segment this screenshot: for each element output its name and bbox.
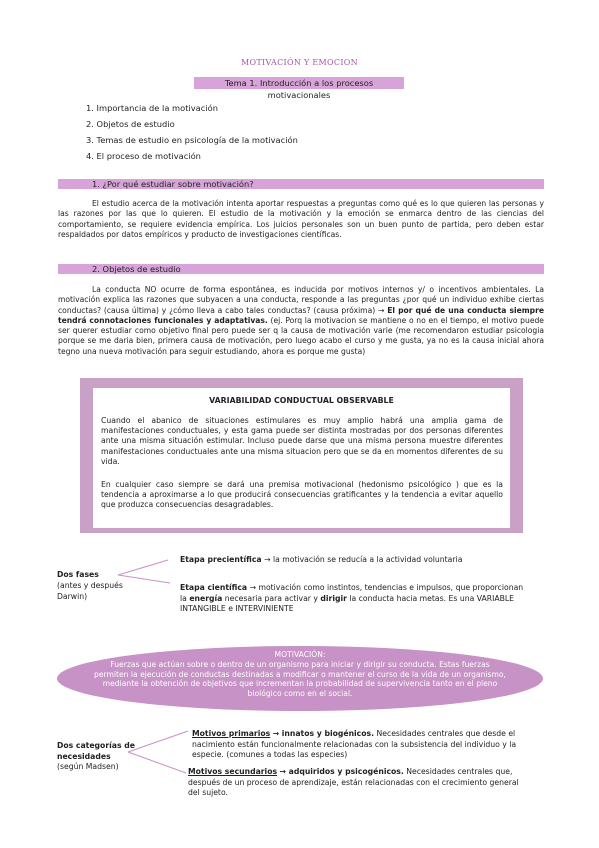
motivacion-text: Fuerzas que actúan sobre o dentro de un organismo para iniciar y dirigir su conducta. Estas fuerzas permiten la ejecución de conductas destinadas a modificar o mantener el curso de la vida de un organismo, mediante la obtención de objetivos que incrementan la probabilidad de supervivencia tanto en el pleno biológico como en el social. xyxy=(94,659,506,699)
section1-heading xyxy=(58,179,544,189)
section2-bold-text: El por qué de una conducta siempre tendrá connotaciones funcionales y adaptativas. xyxy=(58,305,544,325)
stage2-text-c: la conducta hacia metas. Es una VARIABLE INTANGIBLE e INTERVINIENTE xyxy=(180,593,515,613)
section2-heading-text: 2. Objetos de estudio xyxy=(92,264,181,274)
necesidades-note: (según Madsen) xyxy=(57,762,119,771)
table-of-contents xyxy=(86,100,298,164)
variability-box-title: VARIABILIDAD CONDUCTUAL OBSERVABLE xyxy=(209,396,394,405)
primarios-text: Necesidades centrales que desde el nacimiento están funcionalmente relacionadas con la subsistencia del individuo y la especie. (comunes a todas las especies) xyxy=(192,729,517,759)
variability-paragraph-1: Cuando el abanico de situaciones estimulares es muy amplio habrá una amplia gama de manifestaciones conductuales, y esta gama puede ser distinta mostradas por dos personas diferentes ante una misma situación estimular. Incluso puede darse que una misma persona muestre diferentes manifestaciones conductuales ante una misma situacion pero que se da en momentos diferentes de su vida. xyxy=(101,416,503,466)
section2-text-b: (ej. Porq la motivacion se mantiene o no en el tiempo, el motivo puede ser querer estudiar como objetivo final pero puede ser q la causa de motivación varie (me recomendaron estudiar psicologia porque se me daria bien, primera causa de motivación, pero luego acabo el curso y me gusta, ya no es la causa inicial ahora tegno una nueva motivación para seguir estudiando, ahora es porque me gusta) xyxy=(58,315,544,356)
stage1-title: Etapa precientífica xyxy=(180,555,262,564)
toc-item: 2. Objetos de estudio xyxy=(86,119,175,129)
motivos-primarios xyxy=(192,729,522,761)
connector-line-upper xyxy=(118,560,168,575)
primarios-title: Motivos primarios xyxy=(192,729,271,738)
secundarios-text: Necesidades centrales que, después de un proceso de aprendizaje, están relacionadas con el crecimiento general del sujeto. xyxy=(188,767,519,797)
primarios-key: → innatos y biogénicos. xyxy=(272,729,375,738)
document-title: MOTIVACIÓN Y EMOCION xyxy=(241,58,358,67)
toc-item: 4. El proceso de motivación xyxy=(86,151,201,161)
motivacion-definition xyxy=(93,650,507,699)
connector-line-upper xyxy=(128,731,188,752)
stage2-text-b: necesaria para activar y xyxy=(224,593,318,603)
topic-subtitle: Tema 1. Introducción a los procesos motivacionales xyxy=(194,77,404,89)
necesidades-label: Dos categorías de necesidades xyxy=(57,741,135,761)
section1-body xyxy=(58,199,544,240)
stage1-text: → la motivación se reducía a la actividad voluntaria xyxy=(264,555,463,564)
section1-heading-text: 1. ¿Por qué estudiar sobre motivación? xyxy=(92,179,254,189)
section2-text-a: La conducta NO ocurre de forma espontánea, es inducida por motivos internos y/ o incentivos ambientales. La motivación explica las razones que subyacen a una conducta, responde a las preguntas ¿por qué un individuo exhibe ciertas conductas? (causa última) y ¿cómo lleva a cabo tales conductas? (causa próxima) → xyxy=(58,285,544,315)
secundarios-title: Motivos secundarios xyxy=(188,767,278,776)
stage2-energia: energía xyxy=(189,593,223,603)
stage-precientifica xyxy=(180,555,540,566)
stage-cientifica xyxy=(180,583,530,615)
secundarios-key: → adquiridos y psicogénicos. xyxy=(279,767,404,776)
motivos-secundarios xyxy=(188,767,528,799)
fases-label: Dos fases xyxy=(57,570,99,579)
section1-paragraph: El estudio acerca de la motivación intenta aportar respuestas a preguntas como qué es lo que quieren las personas y las razones por las que lo quieren. El estudio de la motivación y la emoción se enmarca dentro de las ciencias del comportamiento, se requiere evidencia empírica. Los juicios personales son un buen punto de partida, pero deben estar respaldados por datos empíricos y producto de investigaciones científicas. xyxy=(58,199,544,239)
motivacion-definition-ellipse xyxy=(57,646,543,711)
section2-paragraph xyxy=(58,285,544,357)
section2-body xyxy=(58,285,544,357)
fases-note: (antes y después Darwin) xyxy=(57,581,123,601)
motivacion-heading: MOTIVACIÓN: xyxy=(274,650,326,659)
stage2-title: Etapa científica xyxy=(180,583,248,592)
toc-item: 3. Temas de estudio en psicología de la motivación xyxy=(86,135,298,145)
variability-paragraph-2: En cualquier caso siempre se dará una premisa motivacional (hedonismo psicológico ) que es la tendencia a aproximarse a lo que producirá consecuencias gratificantes y la tendencia a evitar aquello que produzca consecuencias desagradables. xyxy=(101,480,503,510)
stage2-dirigir: dirigir xyxy=(320,593,347,603)
section2-heading xyxy=(58,264,544,274)
stage2-text-a: → motivación como instintos, tendencias e impulsos, que proporcionan la xyxy=(180,583,524,603)
toc-item: 1. Importancia de la motivación xyxy=(86,103,218,113)
